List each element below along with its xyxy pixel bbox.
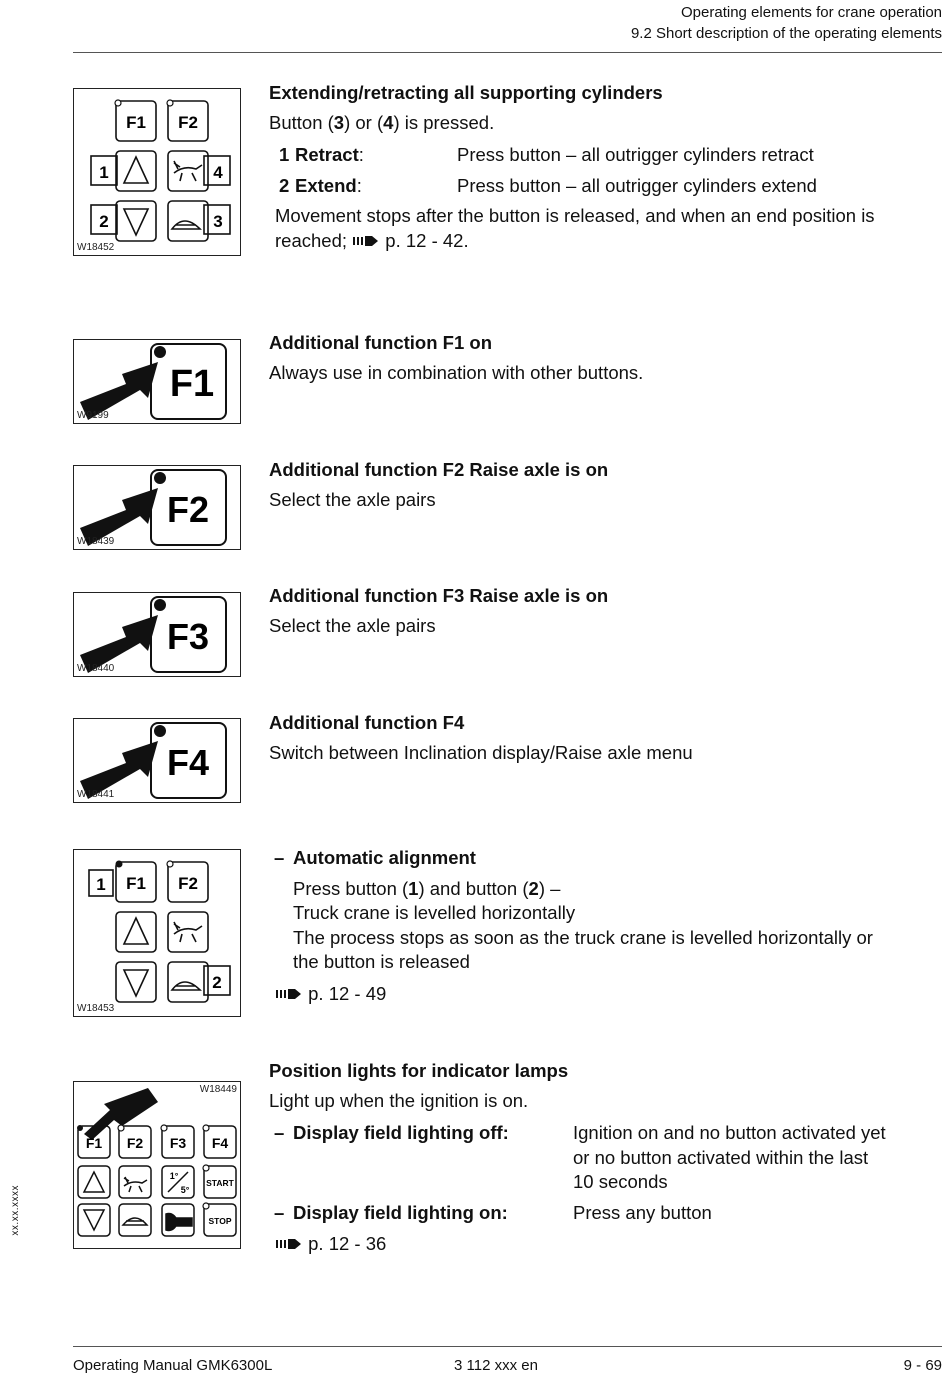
section-supporting-cylinders (269, 81, 942, 253)
figure-f4-key (73, 718, 241, 803)
side-date-code: xx.xx.xxxx (10, 1185, 21, 1236)
section-f3 (269, 584, 942, 638)
header-rule (73, 52, 942, 53)
section-text: Select the axle pairs (269, 488, 436, 510)
figure-code: W18440 (77, 663, 115, 674)
header-section: 9.2 Short description of the operating elements (630, 25, 942, 42)
page-header (631, 2, 942, 44)
figure-f3-key (73, 592, 241, 677)
section-reference (269, 1232, 942, 1257)
section-body: Press button (1) and button (2) – Truck crane is levelled horizontally The process stops as soon as the truck crane is levelled horizontally or the button is released (293, 877, 873, 972)
section-title: Additional function F3 Raise axle is on (269, 585, 609, 606)
figure-f1-key (73, 339, 241, 424)
figure-f2-key (73, 465, 241, 550)
key-label: F1 (169, 363, 215, 405)
list-item-retract: 1 Retract: Press button – all outrigger cylinders retract (279, 144, 814, 165)
section-title: Extending/retracting all supporting cylinders (269, 82, 663, 103)
header-chapter: Operating elements for crane operation (681, 4, 942, 21)
figure-code: W18439 (77, 536, 115, 547)
figure-code: W9199 (77, 410, 109, 421)
page-reference[interactable]: p. 12 - 49 (308, 982, 387, 1004)
footer-page-number: 9 - 69 (903, 1357, 942, 1374)
callout-2: 2 (212, 973, 222, 992)
footer-document-number: 3 112 xxx en (454, 1357, 538, 1374)
key-label: F4 (166, 742, 210, 783)
reference-arrow-icon (275, 1237, 303, 1251)
key-label-start: START (206, 1178, 234, 1188)
figure-code: W18453 (77, 1003, 115, 1014)
callout-1: 1 (99, 163, 109, 182)
section-title: Additional function F1 on (269, 332, 492, 353)
key-label-f2: F2 (126, 1135, 144, 1151)
key-label-f1: F1 (85, 1135, 103, 1151)
figure-auto-alignment-keypad (73, 849, 241, 1017)
section-automatic-alignment: – Automatic alignment Press button (1) and button (2) – Truck crane is levelled horizontally The process stops as soon as the truck crane is levelled horizontally or the button is released p. 12 - 49 (269, 846, 942, 1006)
key-label-f2: F2 (178, 874, 198, 893)
section-reference (269, 982, 942, 1007)
key-label-f2: F2 (178, 113, 198, 132)
section-note: Movement stops after the button is released, and when an end position is reached; p. 12 - 42. (275, 205, 875, 251)
section-position-lights (269, 1059, 942, 1257)
callout-3: 3 (213, 212, 223, 231)
callout-4: 4 (213, 163, 223, 182)
figure-code: W18441 (77, 789, 115, 800)
key-label-1-degree: 1° (169, 1171, 179, 1181)
figure-code: W18449 (199, 1084, 237, 1095)
figure-code: W18452 (77, 242, 115, 253)
key-label-5-degree: 5° (180, 1185, 190, 1195)
key-label-stop: STOP (208, 1216, 232, 1226)
section-text: Always use in combination with other buttons. (269, 361, 644, 383)
section-intro: Button (3) or (4) is pressed. (269, 111, 495, 133)
section-title: Additional function F4 (269, 712, 465, 733)
figure-indicator-lamp-keypad (73, 1081, 241, 1249)
key-label-f1: F1 (126, 874, 146, 893)
figure-outrigger-keypad (73, 88, 241, 256)
reference-arrow-icon (275, 987, 303, 1001)
section-f4 (269, 711, 942, 765)
key-label-f3: F3 (169, 1135, 187, 1151)
page-reference[interactable]: p. 12 - 42. (385, 229, 469, 251)
key-label: F2 (166, 489, 210, 530)
section-title: Additional function F2 Raise axle is on (269, 459, 609, 480)
section-title: Position lights for indicator lamps (269, 1060, 569, 1081)
section-text: Switch between Inclination display/Raise axle menu (269, 741, 693, 763)
page-reference[interactable]: p. 12 - 36 (308, 1233, 387, 1254)
section-f2 (269, 458, 942, 512)
key-label: F3 (166, 616, 210, 657)
reference-arrow-icon (352, 234, 380, 248)
footer-manual-title: Operating Manual GMK6300L (73, 1357, 273, 1374)
section-f1 (269, 331, 942, 385)
footer-rule (73, 1346, 942, 1347)
list-item-lighting-on: – Display field lighting on: Press any button (274, 1201, 712, 1223)
callout-2: 2 (99, 212, 109, 231)
list-item-lighting-off: – Display field lighting off: Ignition on and no button activated yet or no button activated within the last 10 seconds (274, 1122, 886, 1192)
section-text: Select the axle pairs (269, 614, 436, 636)
section-title: Automatic alignment (293, 847, 476, 868)
callout-1: 1 (96, 875, 106, 894)
section-intro: Light up when the ignition is on. (269, 1089, 529, 1111)
key-label-f1: F1 (126, 113, 146, 132)
key-label-f4: F4 (211, 1135, 229, 1151)
list-item-extend: 2 Extend: Press button – all outrigger cylinders extend (279, 174, 817, 196)
